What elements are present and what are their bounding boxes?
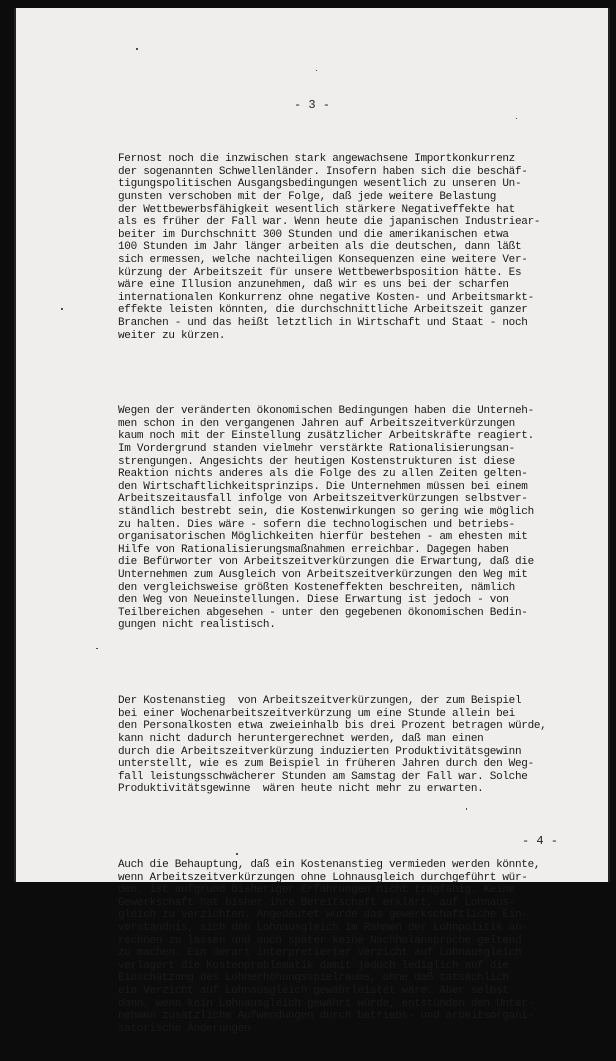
text-line: den, ist aufgrund bisheriger Erfahrungen nicht tragfähig. Keine <box>118 884 515 897</box>
text-line: Einschätzung des Lohnerhöhungsspielraums, ohne daß tatsächlich <box>118 972 509 985</box>
paragraph-1 <box>118 153 598 342</box>
text-line: strengungen. Angesichts der heutigen Kostenstrukturen ist diese <box>118 455 515 468</box>
text-line: Arbeitszeitausfall infolge von Arbeitszeitverkürzungen selbstver- <box>118 493 528 506</box>
paragraph-3 <box>118 695 598 796</box>
text-line: dann, wenn kein Lohnausgleich gewährt würde, entstünden den Unter- <box>118 997 534 1010</box>
text-line: internationalen Konkurrenz ohne negative Kosten- und Arbeitsmarkt- <box>118 291 534 304</box>
text-line: unterstellt, wie es zum Beispiel in früheren Jahren durch den Weg- <box>118 758 534 771</box>
text-line: den Weg von Neueinstellungen. Diese Erwartung ist jedoch - von <box>118 594 509 607</box>
text-line: Hilfe von Rationalisierungsmaßnahmen erreichbar. Dagegen haben <box>118 543 509 556</box>
text-line: Gewerkschaft hat bisher ihre Bereitschaft erklärt, auf Lohnaus- <box>118 896 515 909</box>
text-line: gleich zu verzichten. Angedeutet wurde das gewerkschaftliche Ein- <box>118 909 528 922</box>
text-line: Fernost noch die inzwischen stark angewachsene Importkonkurrenz <box>118 153 515 166</box>
text-line: die Befürworter von Arbeitszeitverkürzungen die Erwartung, daß die <box>118 556 534 569</box>
text-line: Reaktion nichts anderes als die Folge des zu allen Zeiten gelten- <box>118 468 528 481</box>
page-number: - 3 - <box>293 98 330 112</box>
text-line: verständnis, sich den Lohnausgleich im Rahmen der Lohnpolitik an- <box>118 922 528 935</box>
text-line: bei einer Wochenarbeitszeitverkürzung um eine Stunde allein bei <box>118 707 515 720</box>
text-line: weiter zu kürzen. <box>118 329 226 342</box>
document-page <box>14 8 610 1035</box>
scan-speck <box>236 853 238 855</box>
scan-speck <box>316 70 317 71</box>
text-line: als es früher der Fall war. Wenn heute die japanischen Industriear- <box>118 216 541 229</box>
text-line: beiter im Durchschnitt 300 Stunden und die amerikanischen etwa <box>118 228 509 241</box>
paragraph-4 <box>118 859 598 1035</box>
text-line: men schon in den vergangenen Jahren auf Arbeitszeitverkürzungen <box>118 417 515 430</box>
text-line: ständlich bestrebt sein, die Kostenwirkungen so gering wie möglich <box>118 506 534 519</box>
text-line: kürzung der Arbeitszeit für unsere Wettbewerbsposition hätte. Es <box>118 266 522 279</box>
text-line: rechnen zu lassen und auch später keine Nachholansprüche geltend <box>118 934 522 947</box>
text-line: der sogenannten Schwellenländer. Insofern haben sich die beschäf- <box>118 165 528 178</box>
text-line: verlagert die Kostenproblematik damit jedoch lediglich auf die <box>118 959 509 972</box>
text-line: wenn Arbeitszeitverkürzungen ohne Lohnausgleich durchgeführt wür- <box>118 871 528 884</box>
text-line: gungen nicht realistisch. <box>118 619 276 632</box>
scan-speck <box>516 118 517 119</box>
body-text <box>118 128 598 1061</box>
text-line: nehmen zusätzliche Aufwendungen durch betriebs- und arbeitsorgani- <box>118 1010 534 1023</box>
text-line: kaum noch mit der Einstellung zusätzlicher Arbeitskräfte reagiert. <box>118 430 534 443</box>
text-line: organisatorischen Möglichkeiten hierfür bestehen - am ehesten mit <box>118 531 528 544</box>
text-line: gunsten verschoben mit der Folge, daß jede weitere Belastung <box>118 190 497 203</box>
paragraph-2 <box>118 405 598 632</box>
text-line: tigungspolitischen Ausgangsbedingungen wesentlich zu unseren Un- <box>118 178 522 191</box>
text-line: durch die Arbeitszeitverkürzung induzierten Produktivitätsgewinn <box>118 745 522 758</box>
text-line: Wegen der veränderten ökonomischen Bedingungen haben die Unterneh- <box>118 405 534 418</box>
text-line: der Wettbewerbsfähigkeit wesentlich stärkere Negativeffekte hat <box>118 203 515 216</box>
scan-speck <box>61 308 63 310</box>
text-line: Der Kostenanstieg von Arbeitszeitverkürzungen, der zum Beispiel <box>118 695 522 708</box>
text-line: fall leistungsschwächerer Stunden am Samstag der Fall war. Solche <box>118 770 528 783</box>
text-line: ein Verzicht auf Lohnausgleich gewährleistet wäre. Aber selbst <box>118 984 509 997</box>
text-line: satorische Änderungen <box>118 1022 251 1035</box>
text-line: zu machen. Ein derart interpretierter Verzicht auf Lohnausgleich <box>118 947 522 960</box>
text-line: den Personalkosten etwa zweieinhalb bis drei Prozent betragen würde, <box>118 720 547 733</box>
scan-speck <box>466 808 467 810</box>
continuation-marker: - 4 - <box>521 834 558 848</box>
text-line: den vergleichsweise größten Kosteneffekten beschreiten, nämlich <box>118 581 515 594</box>
text-line: Unternehmen zum Ausgleich von Arbeitszeitverkürzungen den Weg mit <box>118 568 528 581</box>
text-line: den Wirtschaftlichkeitsprinzips. Die Unternehmen müssen bei einem <box>118 480 528 493</box>
text-line: wäre eine Illusion anzunehmen, daß wir es uns bei der scharfen <box>118 279 509 292</box>
text-line: Produktivitätsgewinne wären heute nicht mehr zu erwarten. <box>118 783 484 796</box>
text-line: Branchen - und das heißt letztlich in Wirtschaft und Staat - noch <box>118 316 528 329</box>
scan-speck <box>96 648 98 649</box>
text-line: kann nicht dadurch heruntergerechnet werden, daß man einen <box>118 732 484 745</box>
text-line: 100 Stunden im Jahr länger arbeiten als die deutschen, dann läßt <box>118 241 522 254</box>
text-line: Im Vordergrund standen vielmehr verstärkte Rationalisierungsan- <box>118 443 515 456</box>
text-line: Auch die Behauptung, daß ein Kostenanstieg vermieden werden könnte, <box>118 859 541 872</box>
text-line: zu halten. Dies wäre - sofern die technologischen und betriebs- <box>118 518 515 531</box>
text-line: sich ermessen, welche nachteiligen Konsequenzen eine weitere Ver- <box>118 253 528 266</box>
text-line: effekte leisten könnten, die durchschnittliche Arbeitszeit ganzer <box>118 304 528 317</box>
text-line: Teilbereichen abgesehen - unter den gegebenen ökonomischen Bedin- <box>118 606 528 619</box>
scan-speck <box>136 48 138 50</box>
